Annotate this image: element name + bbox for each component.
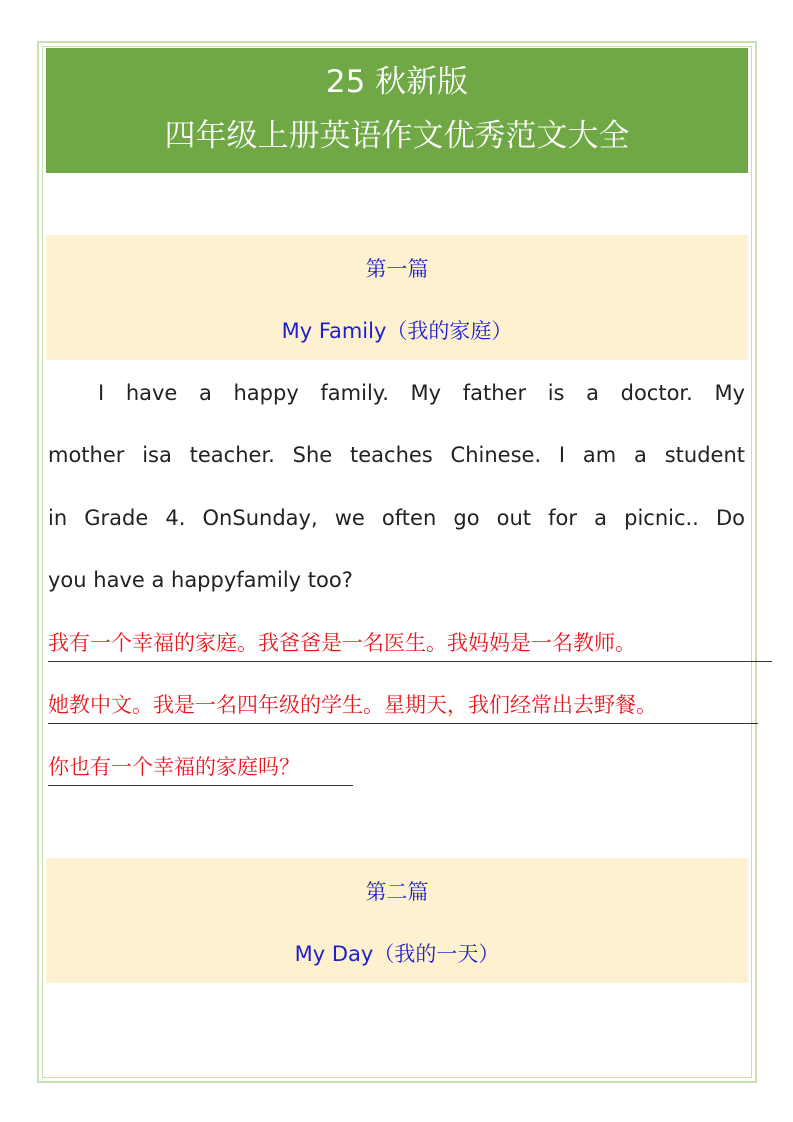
section-1-part-label: 第一篇 <box>365 257 429 281</box>
section-2-heading <box>46 858 748 983</box>
section-1-title: My Family（我的家庭） <box>281 319 513 343</box>
essay-1-english-line: you have a happyfamily too? <box>48 568 353 592</box>
essay-1-english-line: mother isa teacher. She teaches Chinese. I am a student <box>48 443 745 467</box>
section-2-title: My Day（我的一天） <box>294 942 500 966</box>
header-title: 四年级上册英语作文优秀范文大全 <box>164 118 630 154</box>
essay-1-english-line: in Grade 4. OnSunday, we often go out for a picnic.. Do <box>48 506 745 530</box>
header-edition: 25 秋新版 <box>325 64 469 100</box>
document-header <box>46 48 748 173</box>
essay-1-english-line: I have a happy family. My father is a doctor. My <box>98 381 745 405</box>
essay-1-chinese-line: 我有一个幸福的家庭。我爸爸是一名医生。我妈妈是一名教师。 <box>48 625 772 662</box>
section-1-heading <box>46 235 748 360</box>
essay-1-chinese-line: 她教中文。我是一名四年级的学生。星期天，我们经常出去野餐。 <box>48 687 758 724</box>
section-2-part-label: 第二篇 <box>365 880 429 904</box>
essay-1-chinese-line: 你也有一个幸福的家庭吗？ <box>48 749 353 786</box>
